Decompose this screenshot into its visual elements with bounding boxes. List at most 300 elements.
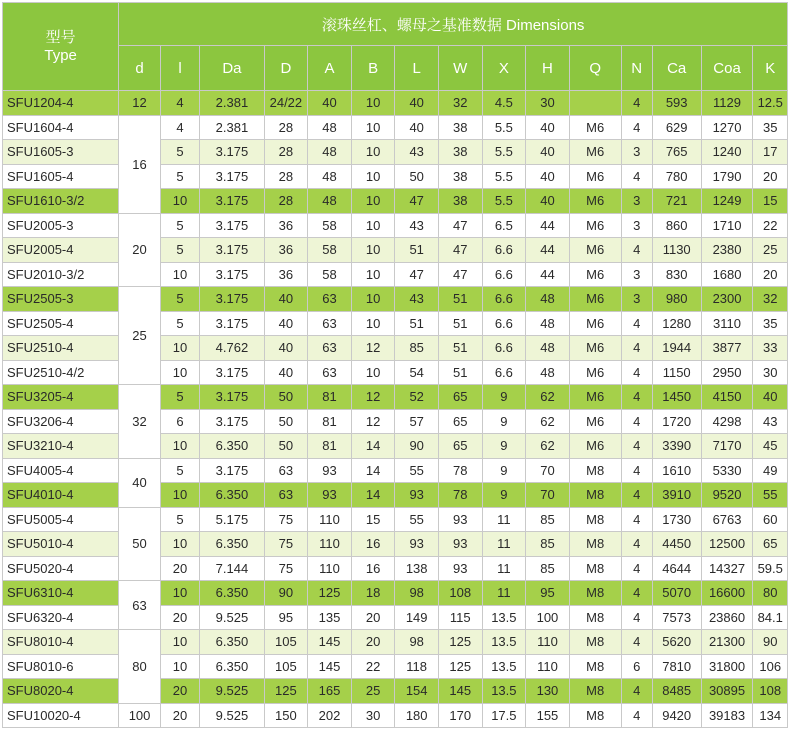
cell-da: 3.175 xyxy=(200,458,264,483)
cell-k: 49 xyxy=(753,458,788,483)
cell-l: 180 xyxy=(395,703,439,728)
cell-h: 48 xyxy=(526,311,570,336)
cell-x: 13.5 xyxy=(482,654,526,679)
cell-x: 13.5 xyxy=(482,630,526,655)
cell-coa: 3877 xyxy=(701,336,753,361)
cell-coa: 1129 xyxy=(701,91,753,116)
cell-w: 170 xyxy=(438,703,482,728)
table-row xyxy=(3,630,788,655)
type-cell: SFU2505-4 xyxy=(3,311,119,336)
cell-ca: 3390 xyxy=(652,434,701,459)
cell-l: 10 xyxy=(160,654,199,679)
cell-coa: 14327 xyxy=(701,556,753,581)
cell-d: 36 xyxy=(264,213,308,238)
type-cell: SFU6320-4 xyxy=(3,605,119,630)
cell-w: 65 xyxy=(438,409,482,434)
type-cell: SFU2510-4 xyxy=(3,336,119,361)
cell-da: 5.175 xyxy=(200,507,264,532)
cell-b: 12 xyxy=(351,409,395,434)
type-header xyxy=(3,3,119,91)
cell-b: 14 xyxy=(351,434,395,459)
cell-a: 48 xyxy=(308,189,352,214)
cell-ca: 860 xyxy=(652,213,701,238)
cell-l: 55 xyxy=(395,458,439,483)
cell-da: 3.175 xyxy=(200,238,264,263)
cell-n: 3 xyxy=(621,262,652,287)
cell-da: 3.175 xyxy=(200,409,264,434)
cell-da: 7.144 xyxy=(200,556,264,581)
cell-q: M6 xyxy=(569,287,621,312)
cell-h: 70 xyxy=(526,458,570,483)
column-header: L xyxy=(395,46,439,91)
cell-w: 51 xyxy=(438,287,482,312)
cell-coa: 2380 xyxy=(701,238,753,263)
cell-coa: 1270 xyxy=(701,115,753,140)
type-cell: SFU8010-4 xyxy=(3,630,119,655)
cell-x: 9 xyxy=(482,385,526,410)
cell-n: 4 xyxy=(621,115,652,140)
type-cell: SFU2005-4 xyxy=(3,238,119,263)
cell-d: 105 xyxy=(264,654,308,679)
cell-d: 63 xyxy=(264,458,308,483)
cell-x: 6.6 xyxy=(482,360,526,385)
type-cell: SFU1204-4 xyxy=(3,91,119,116)
cell-l: 10 xyxy=(160,630,199,655)
cell-a: 48 xyxy=(308,115,352,140)
cell-ca: 1730 xyxy=(652,507,701,532)
type-cell: SFU5020-4 xyxy=(3,556,119,581)
cell-l: 5 xyxy=(160,287,199,312)
cell-q: M8 xyxy=(569,483,621,508)
cell-b: 20 xyxy=(351,630,395,655)
cell-k: 40 xyxy=(753,385,788,410)
table-row xyxy=(3,703,788,728)
cell-q: M8 xyxy=(569,458,621,483)
cell-l: 20 xyxy=(160,605,199,630)
cell-q: M8 xyxy=(569,556,621,581)
cell-b: 20 xyxy=(351,605,395,630)
cell-l: 93 xyxy=(395,483,439,508)
cell-l: 4 xyxy=(160,91,199,116)
cell-h: 95 xyxy=(526,581,570,606)
table-row xyxy=(3,287,788,312)
cell-x: 9 xyxy=(482,483,526,508)
cell-n: 3 xyxy=(621,287,652,312)
cell-n: 4 xyxy=(621,409,652,434)
cell-h: 85 xyxy=(526,556,570,581)
cell-w: 125 xyxy=(438,630,482,655)
type-cell: SFU8020-4 xyxy=(3,679,119,704)
cell-a: 165 xyxy=(308,679,352,704)
cell-coa: 31800 xyxy=(701,654,753,679)
column-header: H xyxy=(526,46,570,91)
cell-a: 48 xyxy=(308,164,352,189)
cell-x: 5.5 xyxy=(482,140,526,165)
cell-w: 38 xyxy=(438,115,482,140)
cell-k: 65 xyxy=(753,532,788,557)
cell-coa: 12500 xyxy=(701,532,753,557)
cell-b: 18 xyxy=(351,581,395,606)
cell-d: 150 xyxy=(264,703,308,728)
cell-b: 12 xyxy=(351,385,395,410)
cell-h: 130 xyxy=(526,679,570,704)
cell-b: 14 xyxy=(351,483,395,508)
cell-coa: 4298 xyxy=(701,409,753,434)
cell-w: 93 xyxy=(438,556,482,581)
cell-q: M6 xyxy=(569,164,621,189)
cell-coa: 4150 xyxy=(701,385,753,410)
cell-h: 155 xyxy=(526,703,570,728)
cell-n: 4 xyxy=(621,458,652,483)
cell-coa: 1710 xyxy=(701,213,753,238)
cell-coa: 1240 xyxy=(701,140,753,165)
cell-l: 43 xyxy=(395,213,439,238)
type-cell: SFU2510-4/2 xyxy=(3,360,119,385)
column-header: D xyxy=(264,46,308,91)
cell-da: 3.175 xyxy=(200,164,264,189)
cell-l: 5 xyxy=(160,238,199,263)
cell-l: 57 xyxy=(395,409,439,434)
cell-q: M6 xyxy=(569,238,621,263)
d-value-cell: 12 xyxy=(119,91,161,116)
d-value-cell: 50 xyxy=(119,507,161,581)
cell-da: 6.350 xyxy=(200,630,264,655)
cell-ca: 1450 xyxy=(652,385,701,410)
cell-b: 10 xyxy=(351,164,395,189)
cell-b: 10 xyxy=(351,115,395,140)
cell-q: M6 xyxy=(569,262,621,287)
cell-b: 10 xyxy=(351,287,395,312)
cell-d: 90 xyxy=(264,581,308,606)
cell-n: 4 xyxy=(621,605,652,630)
cell-q: M6 xyxy=(569,213,621,238)
cell-w: 78 xyxy=(438,483,482,508)
cell-h: 40 xyxy=(526,164,570,189)
cell-d: 50 xyxy=(264,409,308,434)
cell-l: 10 xyxy=(160,360,199,385)
cell-ca: 980 xyxy=(652,287,701,312)
cell-a: 81 xyxy=(308,434,352,459)
cell-w: 108 xyxy=(438,581,482,606)
cell-a: 145 xyxy=(308,630,352,655)
cell-l: 5 xyxy=(160,164,199,189)
cell-l: 5 xyxy=(160,140,199,165)
cell-l: 50 xyxy=(395,164,439,189)
cell-da: 3.175 xyxy=(200,287,264,312)
cell-da: 3.175 xyxy=(200,360,264,385)
cell-a: 63 xyxy=(308,287,352,312)
cell-l: 118 xyxy=(395,654,439,679)
cell-q: M6 xyxy=(569,409,621,434)
cell-coa: 7170 xyxy=(701,434,753,459)
cell-q: M8 xyxy=(569,679,621,704)
cell-da: 6.350 xyxy=(200,483,264,508)
cell-ca: 1610 xyxy=(652,458,701,483)
cell-w: 47 xyxy=(438,262,482,287)
cell-w: 125 xyxy=(438,654,482,679)
cell-d: 50 xyxy=(264,434,308,459)
type-cell: SFU3210-4 xyxy=(3,434,119,459)
cell-coa: 1790 xyxy=(701,164,753,189)
cell-k: 45 xyxy=(753,434,788,459)
cell-ca: 721 xyxy=(652,189,701,214)
cell-l: 51 xyxy=(395,311,439,336)
cell-l: 5 xyxy=(160,311,199,336)
cell-q: M8 xyxy=(569,507,621,532)
cell-l: 5 xyxy=(160,385,199,410)
cell-coa: 3110 xyxy=(701,311,753,336)
cell-q: M6 xyxy=(569,385,621,410)
cell-k: 15 xyxy=(753,189,788,214)
cell-ca: 4450 xyxy=(652,532,701,557)
cell-a: 110 xyxy=(308,532,352,557)
cell-l: 149 xyxy=(395,605,439,630)
cell-k: 55 xyxy=(753,483,788,508)
cell-h: 70 xyxy=(526,483,570,508)
table-row xyxy=(3,507,788,532)
cell-da: 3.175 xyxy=(200,262,264,287)
cell-d: 75 xyxy=(264,556,308,581)
cell-d: 50 xyxy=(264,385,308,410)
cell-ca: 593 xyxy=(652,91,701,116)
cell-da: 2.381 xyxy=(200,91,264,116)
cell-da: 3.175 xyxy=(200,189,264,214)
table-row xyxy=(3,91,788,116)
cell-k: 33 xyxy=(753,336,788,361)
cell-x: 11 xyxy=(482,532,526,557)
d-value-cell: 100 xyxy=(119,703,161,728)
header-row-title xyxy=(3,3,788,46)
cell-l: 54 xyxy=(395,360,439,385)
cell-x: 9 xyxy=(482,458,526,483)
type-cell: SFU4010-4 xyxy=(3,483,119,508)
cell-coa: 21300 xyxy=(701,630,753,655)
cell-da: 9.525 xyxy=(200,703,264,728)
cell-ca: 780 xyxy=(652,164,701,189)
cell-q: M6 xyxy=(569,336,621,361)
table-row xyxy=(3,581,788,606)
cell-n: 4 xyxy=(621,556,652,581)
cell-x: 13.5 xyxy=(482,679,526,704)
cell-coa: 23860 xyxy=(701,605,753,630)
column-header: d xyxy=(119,46,161,91)
cell-d: 36 xyxy=(264,238,308,263)
cell-da: 3.175 xyxy=(200,311,264,336)
cell-x: 17.5 xyxy=(482,703,526,728)
column-header: K xyxy=(753,46,788,91)
cell-l: 55 xyxy=(395,507,439,532)
cell-d: 125 xyxy=(264,679,308,704)
type-cell: SFU5005-4 xyxy=(3,507,119,532)
cell-k: 90 xyxy=(753,630,788,655)
cell-da: 9.525 xyxy=(200,679,264,704)
cell-n: 4 xyxy=(621,483,652,508)
cell-x: 6.6 xyxy=(482,238,526,263)
column-header: A xyxy=(308,46,352,91)
cell-a: 48 xyxy=(308,140,352,165)
cell-l: 10 xyxy=(160,483,199,508)
cell-k: 80 xyxy=(753,581,788,606)
cell-q xyxy=(569,91,621,116)
cell-a: 63 xyxy=(308,311,352,336)
cell-l: 20 xyxy=(160,703,199,728)
table-row xyxy=(3,115,788,140)
cell-w: 47 xyxy=(438,213,482,238)
cell-d: 40 xyxy=(264,360,308,385)
cell-a: 63 xyxy=(308,360,352,385)
type-header-en: Type xyxy=(44,46,77,64)
cell-q: M6 xyxy=(569,360,621,385)
cell-n: 4 xyxy=(621,311,652,336)
cell-d: 40 xyxy=(264,311,308,336)
cell-coa: 9520 xyxy=(701,483,753,508)
d-value-cell: 80 xyxy=(119,630,161,704)
d-value-cell: 20 xyxy=(119,213,161,287)
cell-h: 44 xyxy=(526,213,570,238)
cell-d: 40 xyxy=(264,336,308,361)
cell-w: 51 xyxy=(438,311,482,336)
cell-x: 5.5 xyxy=(482,164,526,189)
cell-l: 10 xyxy=(160,581,199,606)
cell-b: 10 xyxy=(351,140,395,165)
cell-k: 60 xyxy=(753,507,788,532)
cell-l: 10 xyxy=(160,336,199,361)
cell-k: 12.5 xyxy=(753,91,788,116)
cell-q: M8 xyxy=(569,532,621,557)
cell-w: 115 xyxy=(438,605,482,630)
cell-n: 3 xyxy=(621,213,652,238)
cell-l: 20 xyxy=(160,679,199,704)
cell-k: 134 xyxy=(753,703,788,728)
cell-a: 145 xyxy=(308,654,352,679)
spec-table xyxy=(2,2,788,728)
cell-coa: 6763 xyxy=(701,507,753,532)
cell-l: 4 xyxy=(160,115,199,140)
cell-h: 110 xyxy=(526,630,570,655)
cell-h: 62 xyxy=(526,409,570,434)
cell-ca: 9420 xyxy=(652,703,701,728)
column-header: Ca xyxy=(652,46,701,91)
cell-x: 5.5 xyxy=(482,189,526,214)
cell-x: 11 xyxy=(482,556,526,581)
cell-n: 4 xyxy=(621,581,652,606)
type-cell: SFU10020-4 xyxy=(3,703,119,728)
cell-w: 32 xyxy=(438,91,482,116)
cell-w: 51 xyxy=(438,360,482,385)
cell-b: 10 xyxy=(351,262,395,287)
cell-l: 47 xyxy=(395,189,439,214)
cell-b: 22 xyxy=(351,654,395,679)
dimensions-title: 滚珠丝杠、螺母之基准数据 Dimensions xyxy=(119,3,788,46)
cell-ca: 5620 xyxy=(652,630,701,655)
table-row xyxy=(3,385,788,410)
cell-n: 4 xyxy=(621,238,652,263)
type-cell: SFU1605-3 xyxy=(3,140,119,165)
cell-coa: 2300 xyxy=(701,287,753,312)
cell-d: 75 xyxy=(264,507,308,532)
cell-a: 125 xyxy=(308,581,352,606)
cell-x: 9 xyxy=(482,434,526,459)
cell-w: 145 xyxy=(438,679,482,704)
cell-a: 93 xyxy=(308,483,352,508)
cell-h: 48 xyxy=(526,360,570,385)
table-row xyxy=(3,213,788,238)
cell-b: 25 xyxy=(351,679,395,704)
cell-ca: 1280 xyxy=(652,311,701,336)
type-cell: SFU3205-4 xyxy=(3,385,119,410)
cell-b: 10 xyxy=(351,360,395,385)
cell-w: 65 xyxy=(438,385,482,410)
cell-n: 4 xyxy=(621,679,652,704)
cell-b: 15 xyxy=(351,507,395,532)
cell-q: M6 xyxy=(569,115,621,140)
cell-a: 81 xyxy=(308,409,352,434)
cell-x: 11 xyxy=(482,581,526,606)
cell-n: 4 xyxy=(621,507,652,532)
cell-h: 40 xyxy=(526,189,570,214)
cell-l: 5 xyxy=(160,507,199,532)
cell-l: 85 xyxy=(395,336,439,361)
cell-da: 3.175 xyxy=(200,213,264,238)
cell-q: M8 xyxy=(569,703,621,728)
cell-k: 17 xyxy=(753,140,788,165)
cell-q: M8 xyxy=(569,581,621,606)
cell-h: 44 xyxy=(526,238,570,263)
cell-ca: 765 xyxy=(652,140,701,165)
cell-n: 3 xyxy=(621,189,652,214)
type-cell: SFU1605-4 xyxy=(3,164,119,189)
cell-k: 106 xyxy=(753,654,788,679)
type-cell: SFU8010-6 xyxy=(3,654,119,679)
cell-l: 10 xyxy=(160,262,199,287)
cell-coa: 30895 xyxy=(701,679,753,704)
cell-k: 20 xyxy=(753,164,788,189)
cell-d: 105 xyxy=(264,630,308,655)
type-cell: SFU3206-4 xyxy=(3,409,119,434)
cell-a: 58 xyxy=(308,213,352,238)
cell-h: 62 xyxy=(526,434,570,459)
cell-x: 6.6 xyxy=(482,287,526,312)
cell-h: 48 xyxy=(526,336,570,361)
cell-coa: 1680 xyxy=(701,262,753,287)
cell-a: 81 xyxy=(308,385,352,410)
cell-b: 14 xyxy=(351,458,395,483)
cell-n: 4 xyxy=(621,385,652,410)
cell-d: 28 xyxy=(264,115,308,140)
cell-n: 4 xyxy=(621,532,652,557)
cell-ca: 7573 xyxy=(652,605,701,630)
cell-ca: 1130 xyxy=(652,238,701,263)
cell-n: 4 xyxy=(621,630,652,655)
cell-l: 98 xyxy=(395,581,439,606)
type-cell: SFU2010-3/2 xyxy=(3,262,119,287)
cell-b: 10 xyxy=(351,91,395,116)
d-value-cell: 16 xyxy=(119,115,161,213)
cell-l: 5 xyxy=(160,458,199,483)
cell-d: 75 xyxy=(264,532,308,557)
cell-n: 6 xyxy=(621,654,652,679)
cell-x: 6.6 xyxy=(482,311,526,336)
cell-q: M6 xyxy=(569,140,621,165)
cell-l: 40 xyxy=(395,91,439,116)
cell-w: 93 xyxy=(438,532,482,557)
cell-l: 98 xyxy=(395,630,439,655)
type-cell: SFU5010-4 xyxy=(3,532,119,557)
cell-n: 4 xyxy=(621,434,652,459)
cell-k: 20 xyxy=(753,262,788,287)
cell-d: 95 xyxy=(264,605,308,630)
cell-x: 9 xyxy=(482,409,526,434)
